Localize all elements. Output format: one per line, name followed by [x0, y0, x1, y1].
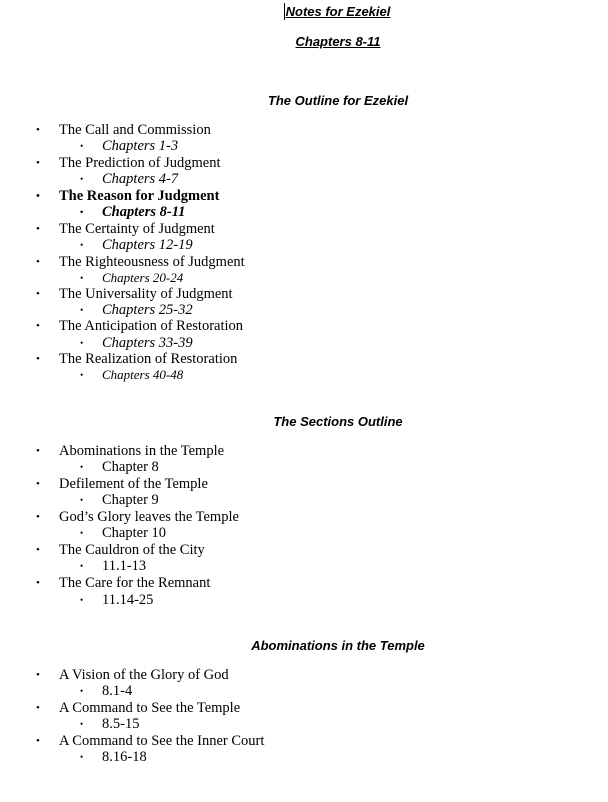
- list-item: • The Universality of Judgment: [36, 286, 233, 302]
- list-item: • The Call and Commission: [36, 122, 211, 138]
- list-item-highlighted: • The Reason for Judgment: [36, 188, 220, 204]
- sub-list-item: • Chapters 40-48: [80, 367, 184, 382]
- sub-list-item: • 11.14-25: [80, 592, 154, 608]
- document-subtitle: Chapters 8-11: [295, 34, 381, 49]
- list-item: • The Cauldron of the City: [36, 542, 205, 558]
- sub-list-item: • 11.1-13: [80, 558, 147, 574]
- sub-list-item: • Chapter 8: [80, 459, 159, 475]
- sub-list-item: • Chapters 4-7: [80, 171, 179, 187]
- list-item: • A Vision of the Glory of God: [36, 667, 229, 683]
- section-heading-outline: The Outline for Ezekiel: [267, 93, 409, 108]
- sub-list-item: • 8.16-18: [80, 749, 147, 765]
- list-item: • The Certainty of Judgment: [36, 221, 215, 237]
- list-item: • The Righteousness of Judgment: [36, 254, 245, 270]
- section-heading-sections: The Sections Outline: [273, 414, 403, 429]
- sub-list-item: • Chapters 12-19: [80, 237, 193, 253]
- sub-list-item: • 8.5-15: [80, 716, 140, 732]
- list-item: • A Command to See the Inner Court: [36, 733, 265, 749]
- list-item: • The Anticipation of Restoration: [36, 318, 244, 334]
- list-item: • The Realization of Restoration: [36, 351, 238, 367]
- list-item: • The Prediction of Judgment: [36, 155, 221, 171]
- list-item: • A Command to See the Temple: [36, 700, 241, 716]
- sub-list-item: • 8.1-4: [80, 683, 133, 699]
- sub-list-item: • Chapter 9: [80, 492, 159, 508]
- sub-list-item: • Chapters 33-39: [80, 335, 193, 351]
- sub-list-item: • Chapters 20-24: [80, 270, 184, 285]
- sub-list-item: • Chapters 25-32: [80, 302, 193, 318]
- document-title: Notes for Ezekiel: [285, 4, 391, 19]
- sub-list-item: • Chapter 10: [80, 525, 167, 541]
- list-item: • The Care for the Remnant: [36, 575, 211, 591]
- list-item: • God’s Glory leaves the Temple: [36, 509, 239, 525]
- sub-list-item: • Chapters 1-3: [80, 138, 179, 154]
- list-item: • Abominations in the Temple: [36, 443, 225, 459]
- sub-list-item-highlighted: • Chapters 8-11: [80, 204, 186, 220]
- section-heading-abominations: Abominations in the Temple: [251, 638, 425, 653]
- list-item: • Defilement of the Temple: [36, 476, 208, 492]
